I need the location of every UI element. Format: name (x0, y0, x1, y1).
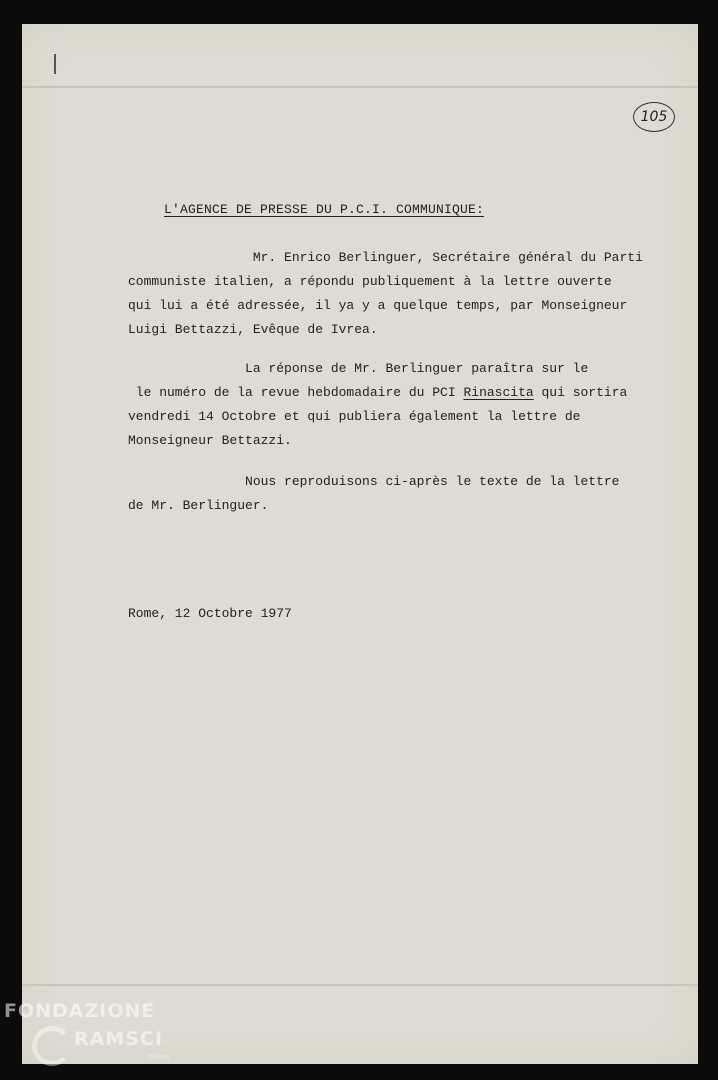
pencil-mark (54, 54, 56, 74)
page-fold-top (22, 86, 698, 88)
watermark-line2: RAMSCI (74, 1028, 163, 1050)
page-fold-bottom (22, 984, 698, 986)
p2-line2-after: qui sortira (533, 385, 628, 400)
p1-line3: qui lui a été adressée, il ya y a quelque temps, par Monseigneur (128, 298, 628, 313)
p1-line1: Mr. Enrico Berlinguer, Secrétaire général du Parti (128, 250, 643, 265)
p2-line1: La réponse de Mr. Berlinguer paraîtra sur le (128, 361, 589, 376)
paragraph-publication (128, 357, 627, 453)
p1-line2: communiste italien, a répondu publiquement à la lettre ouverte (128, 274, 612, 289)
paragraph-announcement (128, 246, 643, 342)
fondazione-gramsci-watermark (4, 1000, 204, 1076)
paragraph-reproduction (128, 470, 619, 518)
page-number-stamp: 105 (633, 102, 675, 132)
watermark-onlus: onlus (148, 1052, 170, 1061)
p3-line1: Nous reproduisons ci-après le texte de la lettre (128, 474, 620, 489)
p2-line3: vendredi 14 Octobre et qui publiera également la lettre de (128, 409, 581, 424)
document-title: L'AGENCE DE PRESSE DU P.C.I. COMMUNIQUE: (164, 202, 485, 217)
document-date: Rome, 12 Octobre 1977 (128, 606, 292, 621)
watermark-line1: FONDAZIONE (4, 1000, 156, 1022)
p2-line2-before: le numéro de la revue hebdomadaire du PCI (128, 385, 464, 400)
p2-line4: Monseigneur Bettazzi. (128, 433, 292, 448)
p3-line2: de Mr. Berlinguer. (128, 498, 269, 513)
rinascita-title: Rinascita (463, 385, 534, 400)
watermark-g-logo-icon (32, 1026, 72, 1066)
document-page (22, 24, 698, 1064)
p1-line4: Luigi Bettazzi, Evêque de Ivrea. (128, 322, 378, 337)
